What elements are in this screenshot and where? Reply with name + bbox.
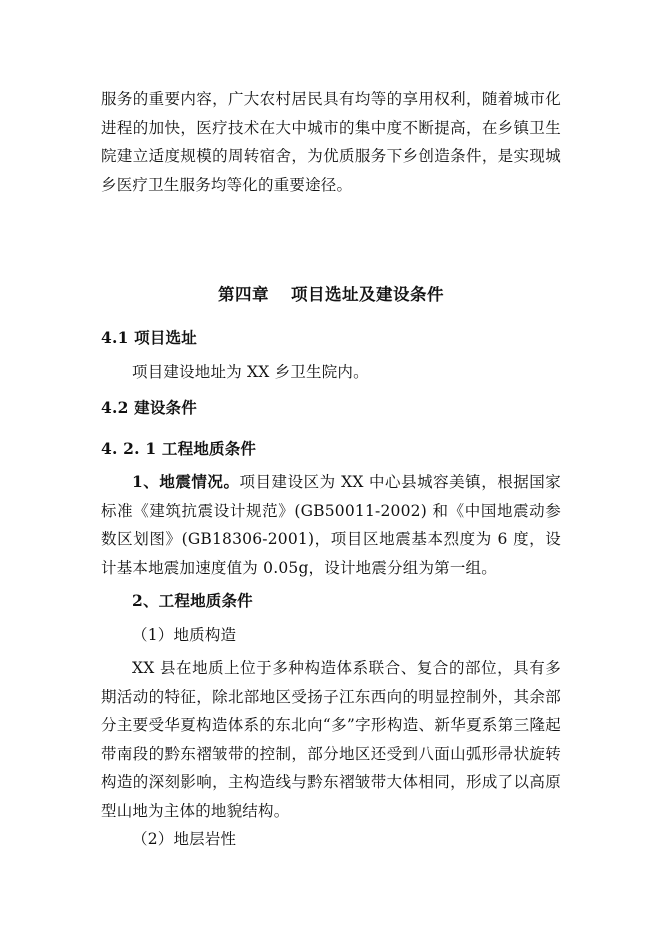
chapter-title: 项目选址及建设条件 — [291, 285, 444, 304]
earthquake-label: 1、地震情况。 — [132, 472, 240, 491]
section-4-1-heading: 4.1 项目选址 — [101, 328, 197, 347]
earthquake-body: 项目建设区为 XX 中心县城容美镇，根据国家标准《建筑抗震设计规范》(GB50011-2002) 和《中国地震动参数区划图》(GB18306-2001)，项目区地震基本烈度为 6 度，设计基本地震加速度值为 0.05g，设计地震分组为第一组。 — [101, 473, 562, 577]
section-4-2-heading: 4.2 建设条件 — [101, 398, 197, 417]
earthquake-paragraph — [101, 468, 561, 582]
section-4-2-1-heading: 4. 2. 1 工程地质条件 — [101, 439, 257, 458]
geologic-structure-body: XX 县在地质上位于多种构造体系联合、复合的部位，具有多期活动的特征，除北部地区受扬子江东西向的明显控制外，其余部分主要受华夏构造体系的东北向“多”字形构造、新华夏系第三隆起带南段的黔东褶皱带的控制，部分地区还受到八面山弧形帚状旋转构造的深刻影响，主构造线与黔东褶皱带大体相同，形成了以高原型山地为主体的地貌结构。 — [101, 659, 561, 820]
intro-paragraph: 服务的重要内容，广大农村居民具有均等的享用权利，随着城市化进程的加快，医疗技术在大中城市的集中度不断提高，在乡镇卫生院建立适度规模的周转宿舍，为优质服务下乡创造条件，是实现城乡医疗卫生服务均等化的重要途径。 — [101, 90, 561, 194]
chapter-heading — [0, 281, 662, 305]
section-4-1-body: 项目建设地址为 XX 乡卫生院内。 — [132, 363, 369, 381]
engineering-geology-label: 2、工程地质条件 — [132, 591, 253, 610]
strata-lithology-label: （2）地层岩性 — [132, 830, 237, 848]
chapter-number: 第四章 — [218, 285, 269, 304]
geologic-structure-label: （1）地质构造 — [132, 626, 237, 644]
